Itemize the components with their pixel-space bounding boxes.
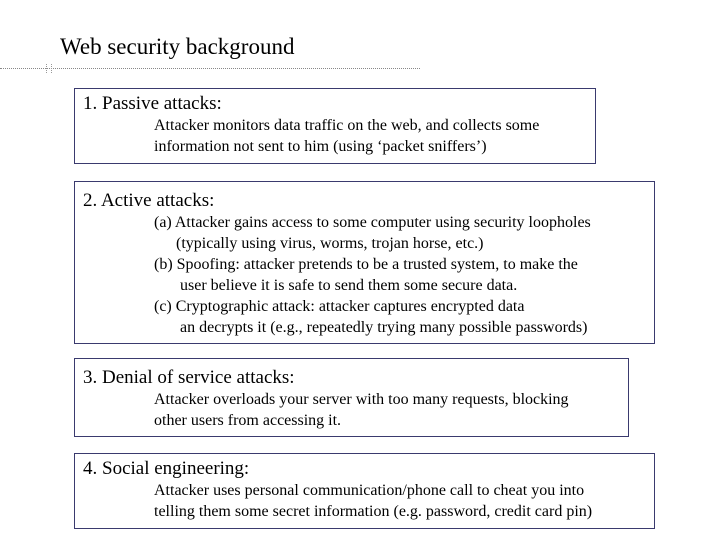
section-line: information not sent to him (using ‘packet sniffers’) [154,138,487,155]
social-engineering-box [74,453,655,529]
section-line: (typically using virus, worms, trojan horse, etc.) [176,235,484,252]
divider-marker [46,64,52,73]
section-heading: 1. Passive attacks: [83,93,222,114]
section-line: (b) Spoofing: attacker pretends to be a trusted system, to make the [154,256,578,273]
section-line: Attacker uses personal communication/phone call to cheat you into [154,482,585,499]
section-line: telling them some secret information (e.g. password, credit card pin) [154,503,593,520]
section-line: Attacker monitors data traffic on the web, and collects some [154,117,540,134]
section-line: other users from accessing it. [154,412,342,429]
section-line: user believe it is safe to send them some secure data. [180,277,518,294]
section-line: (c) Cryptographic attack: attacker captures encrypted data [154,298,525,315]
section-heading: 2. Active attacks: [83,190,215,211]
passive-attacks-box [74,88,596,164]
title-divider [0,68,420,69]
slide-title: Web security background [60,34,295,59]
dos-attacks-box [74,358,629,437]
active-attacks-box [74,181,655,344]
section-heading: 4. Social engineering: [83,458,250,479]
section-line: an decrypts it (e.g., repeatedly trying many possible passwords) [180,319,588,336]
section-line: Attacker overloads your server with too many requests, blocking [154,391,569,408]
section-heading: 3. Denial of service attacks: [83,367,295,388]
section-line: (a) Attacker gains access to some computer using security loopholes [154,214,591,231]
